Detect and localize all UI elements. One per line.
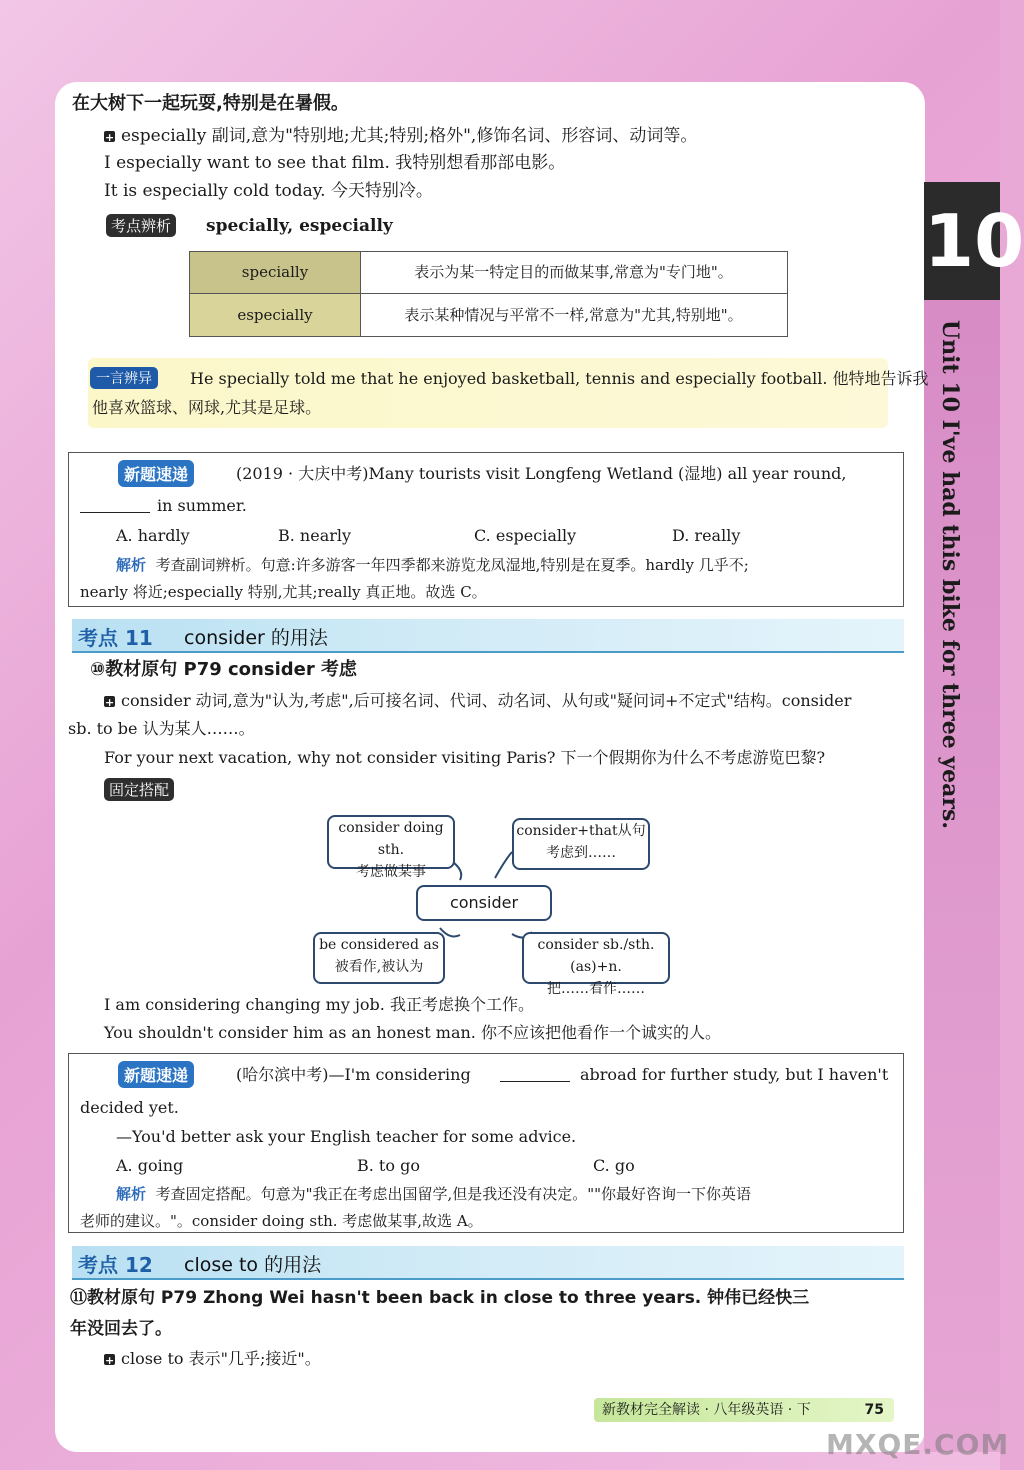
bullet-icon [104, 1354, 115, 1365]
answer-blank [500, 1081, 570, 1082]
mindmap-node: consider doing sth. 考虑做某事 [327, 815, 455, 869]
unit-number: 10 [924, 182, 1000, 300]
source-sentence: ⑩教材原句 P79 consider 考虑 [90, 659, 357, 680]
table-cell-meaning: 表示为某一特定目的而做某事,常意为"专门地"。 [360, 252, 787, 294]
quiz-option: C. especially [474, 526, 577, 545]
answer-blank [80, 512, 150, 513]
bullet-icon [104, 131, 115, 142]
consider-definition: +consider 动词,意为"认为,考虑",后可接名词、代词、动名词、从句或"疑问词+不定式"结构。consider [104, 689, 851, 713]
kaodian-bianxi-tag: 考点辨析 [106, 214, 176, 237]
quiz-option: B. nearly [278, 526, 352, 545]
mindmap-node: consider+that从句 考虑到…… [512, 818, 650, 870]
quiz-tag: 新题速递 [118, 1061, 194, 1088]
page-number: 75 [864, 1402, 884, 1418]
quiz-option: B. to go [357, 1156, 420, 1175]
quiz-option: A. hardly [116, 526, 190, 545]
mindmap-center: consider [416, 885, 552, 921]
source-sentence: ⑪教材原句 P79 Zhong Wei hasn't been back in close to three years. 钟伟已经快三 [70, 1288, 810, 1308]
watermark: MXQE.COM [826, 1428, 1010, 1461]
source-sentence: 年没回去了。 [70, 1319, 172, 1339]
yiyan-text: He specially told me that he enjoyed basketball, tennis and especially football. 他特地告诉我 [190, 369, 929, 388]
close-to-definition: +close to 表示"几乎;接近"。 [104, 1347, 321, 1371]
quiz-question: abroad for further study, but I haven't [580, 1065, 889, 1084]
kaodian-12-header: 考点 12 close to 的用法 [72, 1246, 904, 1280]
mindmap-node: consider sb./sth.(as)+n. 把……看作…… [522, 932, 670, 984]
yiyan-text: 他喜欢篮球、网球,尤其是足球。 [92, 398, 322, 417]
guding-tag: 固定搭配 [104, 778, 174, 801]
quiz-question: —You'd better ask your English teacher for some advice. [116, 1127, 577, 1146]
example-line: For your next vacation, why not consider visiting Paris? 下一个假期你为什么不考虑游览巴黎? [104, 748, 826, 767]
intro-line: 在大树下一起玩耍,特别是在暑假。 [72, 93, 349, 114]
bianxi-title: specially, especially [206, 216, 393, 236]
especially-definition: +especially 副词,意为"特别地;尤其;特别;格外",修饰名词、形容词、动词等。 [104, 124, 697, 148]
example-line: I especially want to see that film. 我特别想看那部电影。 [104, 153, 566, 173]
table-cell-word: especially [190, 294, 361, 336]
bullet-icon [104, 696, 115, 707]
quiz-question: decided yet. [80, 1098, 179, 1117]
quiz-question: (哈尔滨中考)—I'm considering [236, 1065, 471, 1084]
jiexi-line: 老师的建议。"。consider doing sth. 考虑做某事,故选 A。 [80, 1212, 483, 1230]
kaodian-11-header: 考点 11 consider 的用法 [72, 619, 904, 653]
table-cell-meaning: 表示某种情况与平常不一样,常意为"尤其,特别地"。 [404, 306, 743, 324]
consider-definition: sb. to be 认为某人……。 [68, 719, 255, 738]
jiexi-line: 解析 考查副词辨析。句意:许多游客一年四季都来游览龙凤湿地,特别是在夏季。hardly 几乎不; [116, 556, 749, 574]
quiz-tag: 新题速递 [118, 460, 194, 487]
jiexi-line: nearly 将近;especially 特别,尤其;really 真正地。故选 C。 [80, 583, 487, 601]
page-footer: 新教材完全解读 · 八年级英语 · 下 75 [594, 1398, 894, 1422]
mindmap-node: be considered as 被看作,被认为 [313, 932, 445, 984]
quiz-question: (2019 · 大庆中考)Many tourists visit Longfeng Wetland (湿地) all year round, [236, 464, 847, 483]
example-line: I am considering changing my job. 我正考虑换个工作。 [104, 995, 534, 1014]
quiz-question: in summer. [157, 496, 247, 515]
example-line: You shouldn't consider him as an honest man. 你不应该把他看作一个诚实的人。 [104, 1023, 721, 1042]
unit-title: Unit 10 I've had this bike for three years. [937, 320, 963, 830]
quiz-option: A. going [116, 1156, 184, 1175]
quiz-option: D. really [672, 526, 741, 545]
jiexi-line: 解析 考查固定搭配。句意为"我正在考虑出国留学,但是我还没有决定。""你最好咨询一下你英语 [116, 1185, 752, 1203]
quiz-option: C. go [593, 1156, 635, 1175]
example-line: It is especially cold today. 今天特别冷。 [104, 181, 433, 201]
yiyan-tag: 一言辨异 [90, 367, 158, 389]
table-cell-word: specially [190, 252, 361, 294]
comparison-table [189, 251, 788, 337]
